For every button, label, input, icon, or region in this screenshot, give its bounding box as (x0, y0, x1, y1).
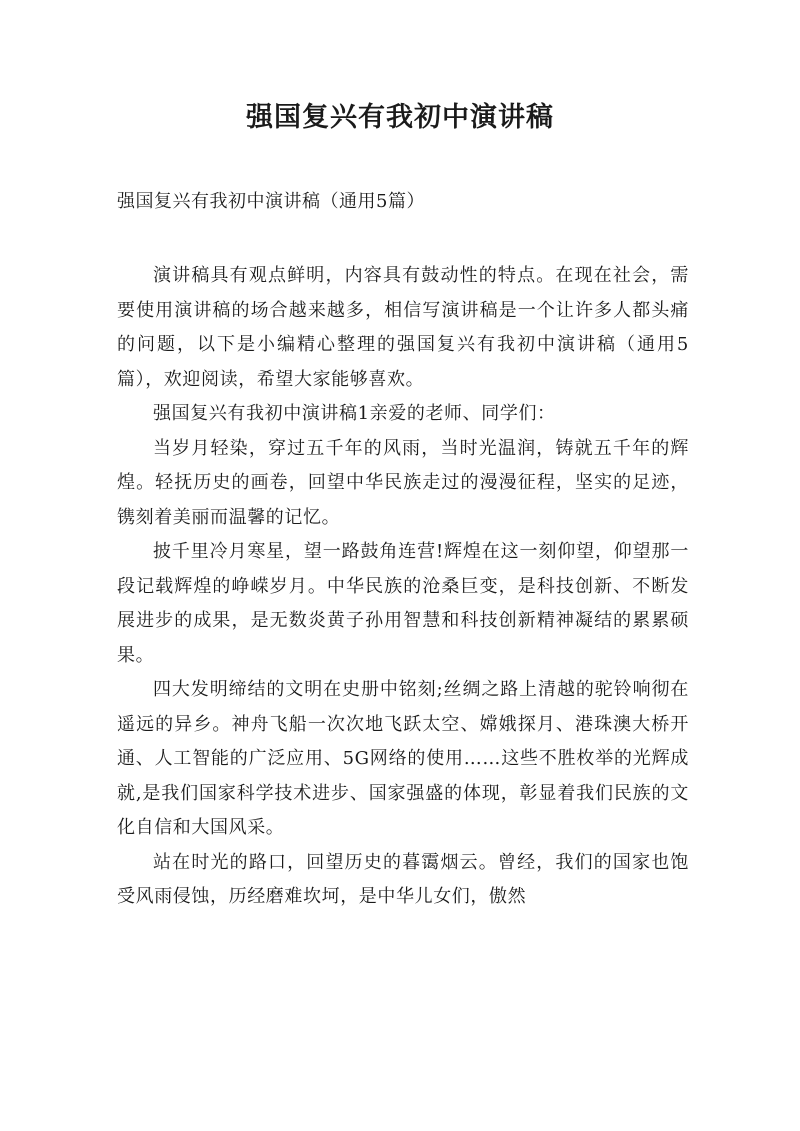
paragraph: 站在时光的路口，回望历史的暮霭烟云。曾经，我们的国家也饱受风雨侵蚀，历经磨难坎坷，是中华儿女们，傲然 (117, 851, 689, 907)
document-title: 强国复兴有我初中演讲稿 (246, 102, 554, 133)
paragraph: 当岁月轻染，穿过五千年的风雨，当时光温润，铸就五千年的辉煌。轻抚历史的画卷，回望中华民族走过的漫漫征程，坚实的足迹，镌刻着美丽而温馨的记忆。 (117, 437, 689, 528)
document-subtitle: 强国复兴有我初中演讲稿（通用5篇） (117, 191, 425, 212)
paragraph-greeting: 强国复兴有我初中演讲稿1亲爱的老师、同学们： (153, 403, 556, 424)
paragraph-intro: 演讲稿具有观点鲜明，内容具有鼓动性的特点。在现在社会，需要使用演讲稿的场合越来越多，相信写演讲稿是一个让许多人都头痛的问题，以下是小编精心整理的强国复兴有我初中演讲稿（通用5篇），欢迎阅读，希望大家能够喜欢。 (117, 265, 689, 390)
paragraph: 披千里冷月寒星，望一路鼓角连营!辉煌在这一刻仰望，仰望那一段记载辉煌的峥嵘岁月。中华民族的沧桑巨变，是科技创新、不断发展进步的成果，是无数炎黄子孙用智慧和科技创新精神凝结的累累硕果。 (117, 541, 689, 666)
document-body (117, 259, 689, 915)
paragraph: 四大发明缔结的文明在史册中铭刻;丝绸之路上清越的驼铃响彻在遥远的异乡。神舟飞船一次次地飞跃太空、嫦娥探月、港珠澳大桥开通、人工智能的广泛应用、5G网络的使用……这些不胜枚举的光辉成就,是我们国家科学技术进步、国家强盛的体现，彰显着我们民族的文化自信和大国风采。 (117, 679, 689, 838)
